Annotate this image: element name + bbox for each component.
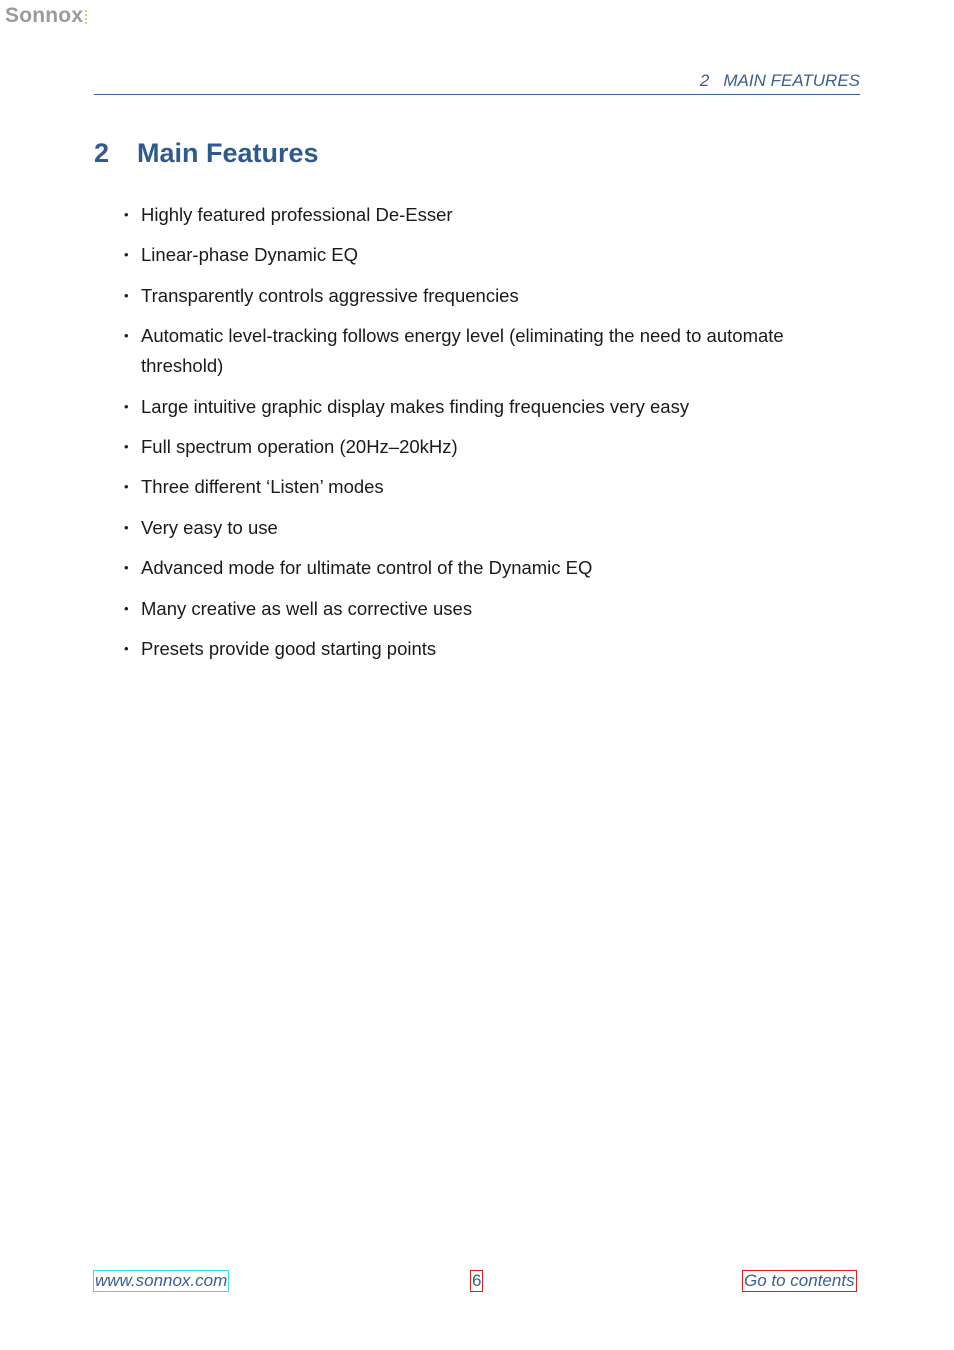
- section-number: 2: [94, 138, 110, 168]
- logo-text: Sonnox: [5, 4, 84, 27]
- section-title: Main Features: [137, 138, 319, 168]
- feature-item: • Presets provide good starting points: [124, 634, 824, 664]
- feature-list: [124, 200, 824, 674]
- feature-item: • Highly featured professional De-Esser: [124, 200, 824, 230]
- feature-item: • Transparently controls aggressive frequencies: [124, 281, 824, 311]
- logo-dots-icon: [85, 10, 87, 24]
- feature-item: • Three different ‘Listen’ modes: [124, 472, 824, 502]
- go-to-contents-link[interactable]: Go to contents: [744, 1271, 855, 1290]
- feature-item: • Automatic level-tracking follows energy level (eliminating the need to automate threshold): [124, 321, 824, 381]
- header-divider: [94, 94, 860, 95]
- running-header-number: 2: [699, 71, 710, 90]
- feature-item: • Many creative as well as corrective uses: [124, 594, 824, 624]
- page-number-link[interactable]: 6: [472, 1271, 482, 1290]
- website-link[interactable]: www.sonnox.com: [95, 1271, 228, 1290]
- feature-item: • Linear-phase Dynamic EQ: [124, 240, 824, 270]
- feature-item: • Large intuitive graphic display makes finding frequencies very easy: [124, 392, 824, 422]
- section-heading: [94, 138, 319, 169]
- running-header-title: MAIN FEATURES: [723, 71, 860, 90]
- sonnox-logo: [5, 4, 87, 28]
- feature-item: • Full spectrum operation (20Hz–20kHz): [124, 432, 824, 462]
- running-header: [700, 71, 860, 91]
- feature-item: • Advanced mode for ultimate control of the Dynamic EQ: [124, 553, 824, 583]
- feature-item: • Very easy to use: [124, 513, 824, 543]
